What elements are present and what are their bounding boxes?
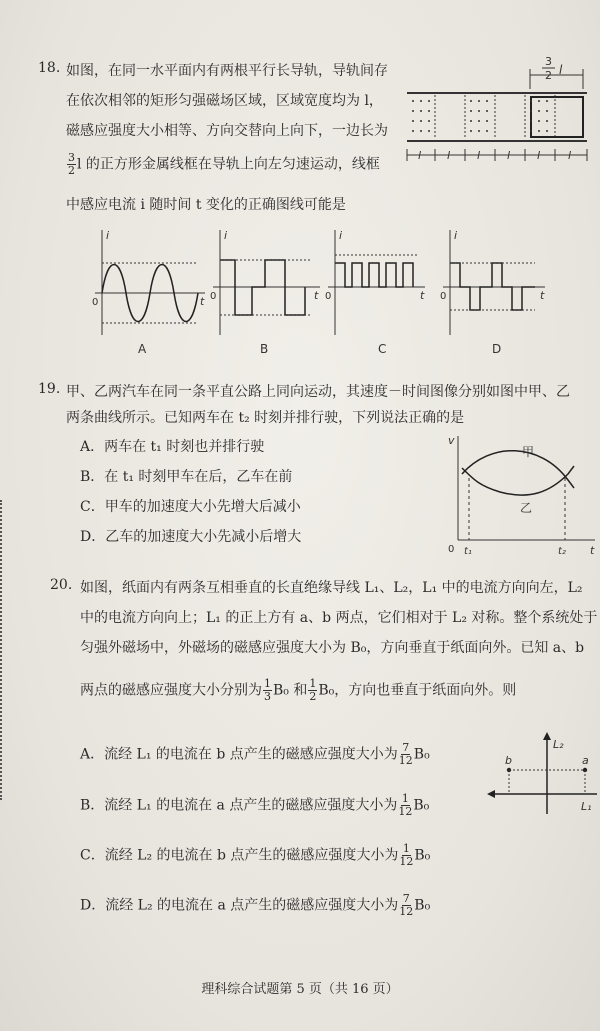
svg-text:l: l [418,149,422,162]
graph-b [210,229,320,356]
field-dot [538,120,540,122]
field-dot [470,120,472,122]
field-dot [420,120,422,122]
q20-option-d: D．流经 L₂ 的电流在 a 点产生的磁感应强度大小为 $\frac{7}{12}$ B₀ [80,892,431,918]
svg-text:0: 0 [325,291,332,302]
q19-t2: t₂ [558,546,566,557]
svg-text:i: i [339,229,343,242]
q18-line-5: 中感应电流 i 随时间 t 变化的正确图线可能是 [66,197,346,213]
q20-option-b: B．流经 L₁ 的电流在 a 点产生的磁感应强度大小为 $\frac{1}{12}$ B₀ [80,792,430,818]
field-dot [470,100,472,102]
q18-line-3: 磁感应强度大小相等、方向交替向上向下，一边长为 [66,123,388,139]
field-dot [478,130,480,132]
svg-text:l: l [477,149,481,162]
svg-text:0: 0 [210,291,217,302]
svg-text:t: t [420,289,425,302]
q19-option-b: B．在 t₁ 时刻甲车在后，乙车在前 [80,469,293,485]
field-dot [486,100,488,102]
field-dot [546,120,548,122]
field-dot [486,110,488,112]
graph-c [325,229,425,356]
q19-t1: t₁ [464,546,472,557]
field-dot [530,120,532,122]
field-dot [428,130,430,132]
q20-option-a: A．流经 L₁ 的电流在 b 点产生的磁感应强度大小为 $\frac{7}{12}$ B₀ [80,741,430,767]
svg-text:b: b [505,754,512,767]
field-dot [470,110,472,112]
q19-number: 19. [38,381,61,397]
q18-line-1: 如图，在同一水平面内有两根平行长导轨，导轨间存 [66,63,388,79]
q20-wire-figure [485,732,600,822]
q18-top-frac: 3 [545,55,552,68]
field-dot [538,100,540,102]
q18-number: 18. [38,60,61,76]
svg-text:0: 0 [440,291,447,302]
q19-axis-v: v [448,434,455,447]
svg-text:0: 0 [92,297,99,308]
graph-d [440,229,545,356]
graph-a [92,229,205,356]
q20-line-1: 如图，纸面内有两条互相垂直的长直绝缘导线 L₁、L₂，L₁ 中的电流方向向左，L₂ [80,580,583,596]
q18-frac: $\frac{3}{2}$ [68,151,75,177]
field-dot [538,130,540,132]
q20-line-3: 匀强外磁场中，外磁场的磁感应强度大小为 B₀，方向垂直于纸面向外。已知 a、b [80,640,585,656]
field-dot [412,110,414,112]
perforation-edge [0,500,6,800]
q20-option-c: C．流经 L₂ 的电流在 b 点产生的磁感应强度大小为 $\frac{1}{12}$ B₀ [80,842,431,868]
svg-text:L₂: L₂ [553,738,564,751]
svg-text:t: t [314,289,319,302]
field-dot [412,120,414,122]
svg-text:i: i [106,229,110,242]
field-dot [538,110,540,112]
svg-text:l: l [447,149,451,162]
svg-text:l: l [537,149,541,162]
svg-text:l: l [507,149,511,162]
graph-c-label: C [378,342,387,356]
field-dot [530,100,532,102]
graph-b-label: B [260,342,269,356]
field-dot [486,130,488,132]
svg-text:0: 0 [448,544,455,555]
field-dot [420,110,422,112]
q18-line-2: 在依次相邻的矩形匀强磁场区域，区域宽度均为 l， [66,93,383,109]
field-dot [428,110,430,112]
q20-number: 20. [50,577,73,593]
q19-label-jia: 甲 [522,445,535,459]
field-dot [546,100,548,102]
q18-line-4: $\frac{3}{2}$ l 的正方形金属线框在导轨上向左匀速运动，线框 [68,151,380,177]
q19-label-yi: 乙 [520,501,533,515]
q18-top-l: l [559,63,563,77]
field-dot [420,130,422,132]
field-dot [530,130,532,132]
field-dot [428,120,430,122]
q20-frac-2: $\frac{1}{2}$ [309,677,317,703]
field-dot [478,110,480,112]
svg-text:i: i [454,229,458,242]
graph-a-label: A [138,342,147,356]
q19-option-d: D．乙车的加速度大小先减小后增大 [80,529,302,545]
svg-text:a: a [582,754,589,767]
field-dot [412,130,414,132]
q20-frac-1: $\frac{1}{3}$ [264,677,271,703]
graph-d-label: D [492,342,502,356]
svg-text:2: 2 [545,69,552,82]
field-dot [478,100,480,102]
svg-text:L₁: L₁ [581,800,592,813]
svg-text:t: t [200,295,205,308]
q19-option-a: A．两车在 t₁ 时刻也并排行驶 [80,439,265,455]
field-dot [428,100,430,102]
field-dot [470,130,472,132]
q19-axis-t: t [590,544,595,557]
q18-field-figure [405,55,595,185]
q19-line-1: 甲、乙两汽车在同一条平直公路上同向运动，其速度－时间图像分别如图中甲、乙 [66,384,570,400]
field-dot [412,100,414,102]
field-dot [478,120,480,122]
q19-line-2: 两条曲线所示。已知两车在 t₂ 时刻并排行驶，下列说法正确的是 [66,410,465,426]
q20-line-2: 中的电流方向向上；L₁ 的正上方有 a、b 两点，它们相对于 L₂ 对称。整个系统处于 [80,610,598,626]
q19-option-c: C．甲车的加速度大小先增大后减小 [80,499,301,515]
q18-answer-graphs [40,225,580,365]
svg-text:i: i [224,229,228,242]
svg-text:l: l [568,149,572,162]
page-footer: 理科综合试题第 5 页（共 16 页） [201,982,399,997]
field-dot [546,130,548,132]
q19-vt-graph [440,432,600,557]
field-dot [530,110,532,112]
q20-line-4: 两点的磁感应强度大小分别为 $\frac{1}{3}$ B₀ 和 $\frac{1}{2}$ B₀，方向也垂直于纸面向外。则 [80,677,517,703]
q19-curve-yi [462,466,574,495]
svg-text:t: t [540,289,545,302]
field-dot [486,120,488,122]
field-dot [546,110,548,112]
field-dot [420,100,422,102]
